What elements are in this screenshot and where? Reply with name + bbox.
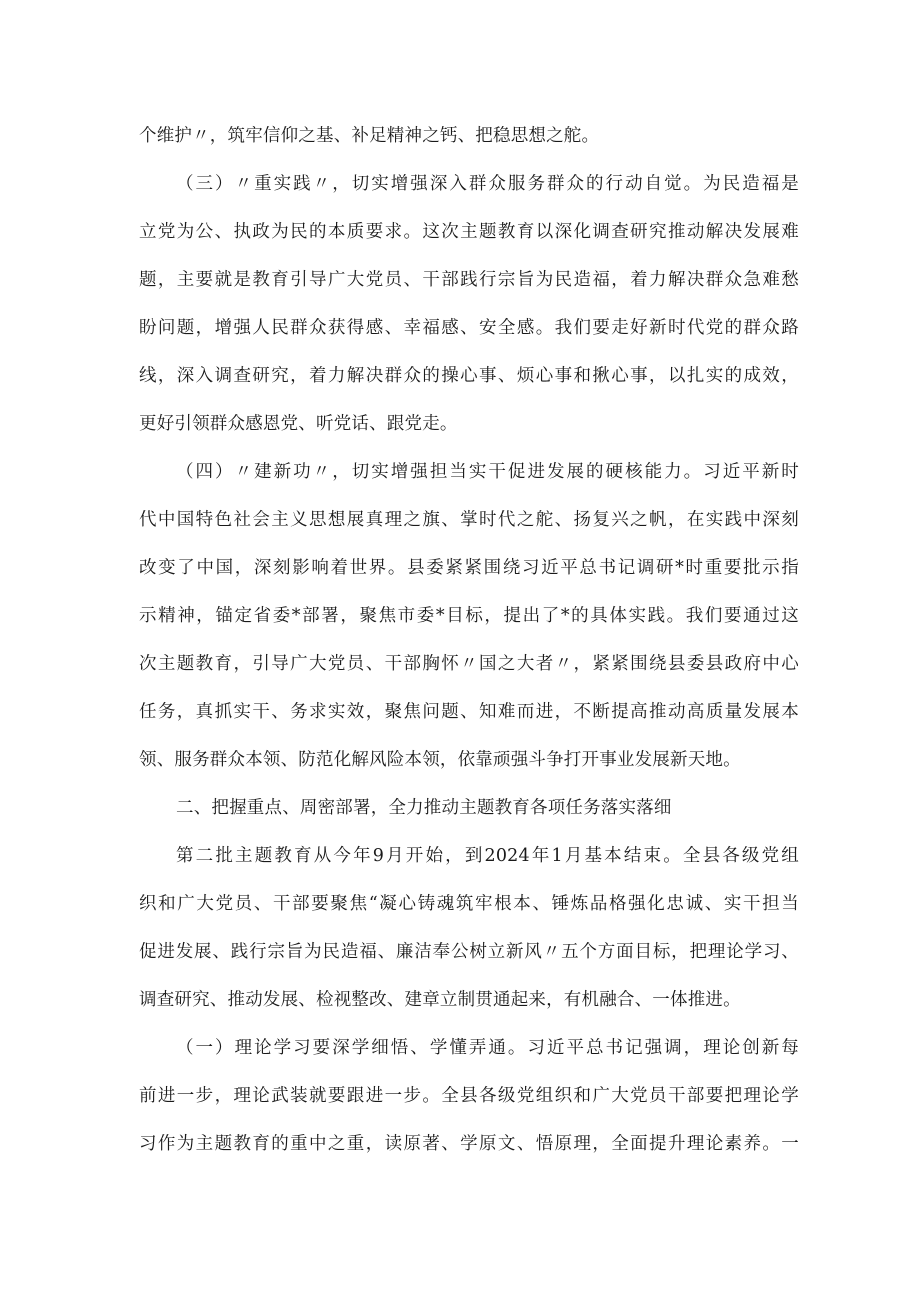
paragraph-3-heading-line: （三）〃重实践〃，切实增强深入群众服务群众的行动自觉。为民造福是: [176, 174, 799, 194]
subsection-1-heading-line: （一）理论学习要深学细悟、学懂弄通。习近平总书记强调，理论创新每: [176, 1038, 799, 1058]
text-line: 代中国特色社会主义思想展真理之旗、掌时代之舵、扬复兴之帆，在实践中深刻: [139, 510, 799, 530]
text-line: 调查研究、推动发展、检视整改、建章立制贯通起来，有机融合、一体推进。: [139, 990, 741, 1010]
text-line: 个维护〃，筑牢信仰之基、补足精神之钙、把稳思想之舵。: [139, 126, 600, 146]
text-line: 题，主要就是教育引导广大党员、干部践行宗旨为民造福，着力解决群众急难愁: [139, 270, 799, 290]
text-line: 盼问题，增强人民群众获得感、幸福感、安全感。我们要走好新时代党的群众路: [139, 318, 799, 338]
text-line: 习作为主题教育的重中之重，读原著、学原文、悟原理，全面提升理论素养。一: [139, 1134, 799, 1154]
text-line: 线，深入调查研究，着力解决群众的操心事、烦心事和揪心事，以扎实的成效，: [139, 366, 799, 386]
text-line: 促进发展、践行宗旨为民造福、廉洁奉公树立新风〃五个方面目标，把理论学习、: [139, 942, 799, 962]
text-line: 立党为公、执政为民的本质要求。这次主题教育以深化调查研究推动解决发展难: [139, 222, 799, 242]
text-line: 领、服务群众本领、防范化解风险本领，依靠顽强斗争打开事业发展新天地。: [139, 750, 741, 770]
text-line: 改变了中国，深刻影响着世界。县委紧紧围绕习近平总书记调研*时重要批示指: [139, 558, 799, 578]
paragraph-4-heading-line: （四）〃建新功〃，切实增强担当实干促进发展的硬核能力。习近平新时: [176, 462, 799, 482]
text-line: 次主题教育，引导广大党员、干部胸怀〃国之大者〃，紧紧围绕县委县政府中心: [139, 654, 799, 674]
text-line: 前进一步，理论武装就要跟进一步。全县各级党组织和广大党员干部要把理论学: [139, 1086, 799, 1106]
text-line: 更好引领群众感恩党、听党话、跟党走。: [139, 414, 458, 434]
text-line: 第二批主题教育从今年9月开始，到2024年1月基本结束。全县各级党组: [176, 846, 799, 866]
text-line: 任务，真抓实干、务求实效，聚焦问题、知难而进，不断提高推动高质量发展本: [139, 702, 799, 722]
section-2-heading: 二、把握重点、周密部署，全力推动主题教育各项任务落实落细: [176, 798, 672, 818]
text-line: 示精神，锚定省委*部署，聚焦市委*目标，提出了*的具体实践。我们要通过这: [139, 606, 799, 626]
text-line: 织和广大党员、干部要聚焦“凝心铸魂筑牢根本、锤炼品格强化忠诚、实干担当: [139, 894, 799, 914]
